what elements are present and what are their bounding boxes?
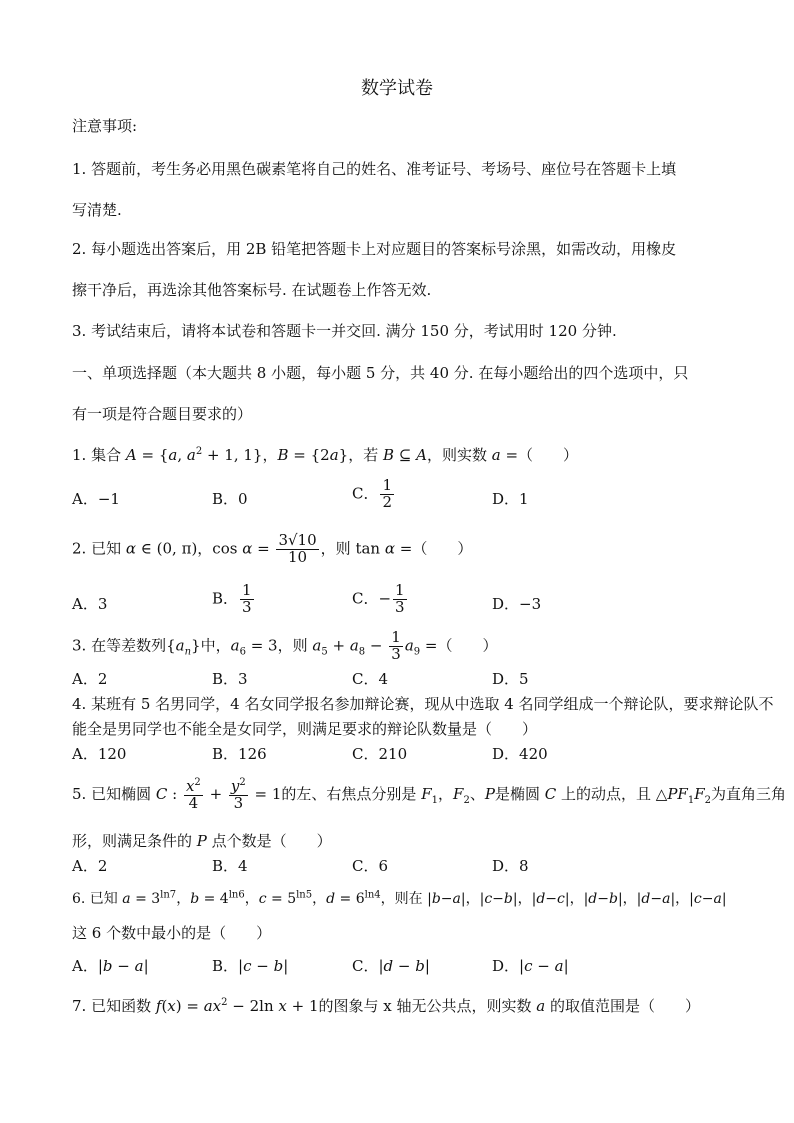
q5-option-b: B．4 xyxy=(212,857,248,875)
q4-option-b: B．126 xyxy=(212,745,267,763)
question-2: 2. 已知 α ∈ (0, π)，cos α = $\frac{3√10}{10}$ ，则 tan α =（ ） xyxy=(72,531,473,566)
question-tail: 上的动点，且 xyxy=(561,784,652,803)
q6-option-b: B．|c − b| xyxy=(212,957,289,975)
q4-option-c: C．210 xyxy=(352,745,408,763)
q6-option-d: D．|c − a| xyxy=(492,957,569,975)
question-tail: 是椭圆 xyxy=(494,784,540,803)
q2-option-c: C．− $\frac{1}{3}$ xyxy=(352,581,405,616)
note-line: 1. 答题前，考生务必用黑色碳素笔将自己的姓名、准考证号、考场号、座位号在答题卡上填 xyxy=(72,160,677,178)
question-stem: 6. 已知 xyxy=(72,891,118,907)
option-label: C． xyxy=(352,484,379,503)
q2-option-a: A．3 xyxy=(72,595,108,613)
q2-option-b: B． $\frac{1}{3}$ xyxy=(212,581,252,616)
q6-option-c: C．|d − b| xyxy=(352,957,430,975)
option-label: B． xyxy=(212,957,239,975)
question-mid: 的图象与 x 轴无公共点，则实数 xyxy=(318,997,532,1015)
q5-option-c: C．6 xyxy=(352,857,389,875)
q3-option-b: B．3 xyxy=(212,670,248,688)
option-label: A． xyxy=(72,957,98,975)
q6-option-a: A．|b − a| xyxy=(72,957,149,975)
question-1: 1. 集合 A = {a, $a^2 + 1$, 1}，B = {2a}，若 B ⊆ A，则实数 a =（ ） xyxy=(72,446,579,464)
q1-option-b: B．0 xyxy=(212,490,248,508)
note-line: 2. 每小题选出答案后，用 2B 铅笔把答题卡上对应题目的答案标号涂黑，如需改动，用橡皮 xyxy=(72,240,677,258)
option-label: B． xyxy=(212,589,239,608)
question-tail: ，则 xyxy=(320,539,351,558)
question-stem: 7. 已知函数 xyxy=(72,997,152,1015)
q3-option-d: D．5 xyxy=(492,670,529,688)
q3-option-c: C．4 xyxy=(352,670,389,688)
option-label: C．− xyxy=(352,589,392,608)
question-tail: ，则 xyxy=(277,636,308,655)
q3-option-a: A．2 xyxy=(72,670,108,688)
question-tail: ，则实数 xyxy=(426,446,487,464)
question-line: 形，则满足条件的 xyxy=(72,832,193,850)
question-stem: 3. 在等差数列 xyxy=(72,636,167,655)
notes-heading: 注意事项: xyxy=(72,117,138,135)
question-mid: 的左、右焦点分别是 xyxy=(281,784,417,803)
section-heading: 有一项是符合题目要求的） xyxy=(72,405,253,423)
question-6-line2: 这 6 个数中最小的是（ ） xyxy=(72,924,272,942)
q4-option-d: D．420 xyxy=(492,745,548,763)
option-label: D． xyxy=(492,957,520,975)
question-tail: ，则在 xyxy=(380,891,423,907)
note-line: 3. 考试结束后，请将本试卷和答题卡一并交回. 满分 150 分，考试用时 120 分钟. xyxy=(72,322,617,340)
question-6: 6. 已知 $a = 3^{ln7}$，$b = 4^{ln6}$，$c = 5^{ln5}$，$d = 6^{ln4}$，则在 |b−a|，|c−b|，|d−c|，|d−b|，|d−a|，|c−a| xyxy=(72,889,727,907)
q5-option-d: D．8 xyxy=(492,857,529,875)
question-5: 5. 已知椭圆 C : $\frac{x^2}{4}$ + $\frac{y^2}{3}$ = 1的左、右焦点分别是 $F_1$，$F_2$、P是椭圆 C 上的动点，且 $\triangle PF_1F_2$为直角三角 xyxy=(72,777,787,812)
question-stem: 1. 集合 xyxy=(72,446,122,464)
note-line: 写清楚. xyxy=(72,201,122,219)
question-stem: 5. 已知椭圆 xyxy=(72,784,152,803)
q4-option-a: A．120 xyxy=(72,745,127,763)
q5-option-a: A．2 xyxy=(72,857,108,875)
question-7: 7. 已知函数 $f(x) = ax^2 - 2\ln$ x + 1的图象与 x 轴无公共点，则实数 a 的取值范围是（ ） xyxy=(72,997,701,1015)
q2-option-d: D．−3 xyxy=(492,595,542,613)
question-4-line1: 4. 某班有 5 名男同学，4 名女同学报名参加辩论赛，现从中选取 4 名同学组成一个辩论队，要求辩论队不 xyxy=(72,695,774,713)
question-tail: 的取值范围是（ ） xyxy=(550,997,701,1015)
question-4-line2: 能全是男同学也不能全是女同学，则满足要求的辩论队数量是（ ） xyxy=(72,720,538,738)
q1-option-a: A．−1 xyxy=(72,490,120,508)
question-5-line2: 形，则满足条件的 P 点个数是（ ） xyxy=(72,832,332,850)
option-label: C． xyxy=(352,957,379,975)
q1-option-c: C． $\frac{1}{2}$ xyxy=(352,476,393,511)
section-heading: 一、单项选择题（本大题共 8 小题，每小题 5 分，共 40 分. 在每小题给出的四个选项中，只 xyxy=(72,364,689,382)
question-line: 点个数是（ ） xyxy=(211,832,332,850)
question-mid: 中， xyxy=(200,636,231,655)
note-line: 擦干净后，再选涂其他答案标号. 在试题卷上作答无效. xyxy=(72,281,432,299)
question-3: 3. 在等差数列$\{a_n\}$中，$a_6 = 3$，则 $a_5 + a_8$ − $\frac{1}{3}$ $a_9$ =（ ） xyxy=(72,628,498,663)
q1-option-d: D．1 xyxy=(492,490,529,508)
page-title: 数学试卷 xyxy=(361,78,433,99)
question-stem: 2. 已知 xyxy=(72,539,122,558)
question-tail: 为直角三角 xyxy=(711,784,787,803)
